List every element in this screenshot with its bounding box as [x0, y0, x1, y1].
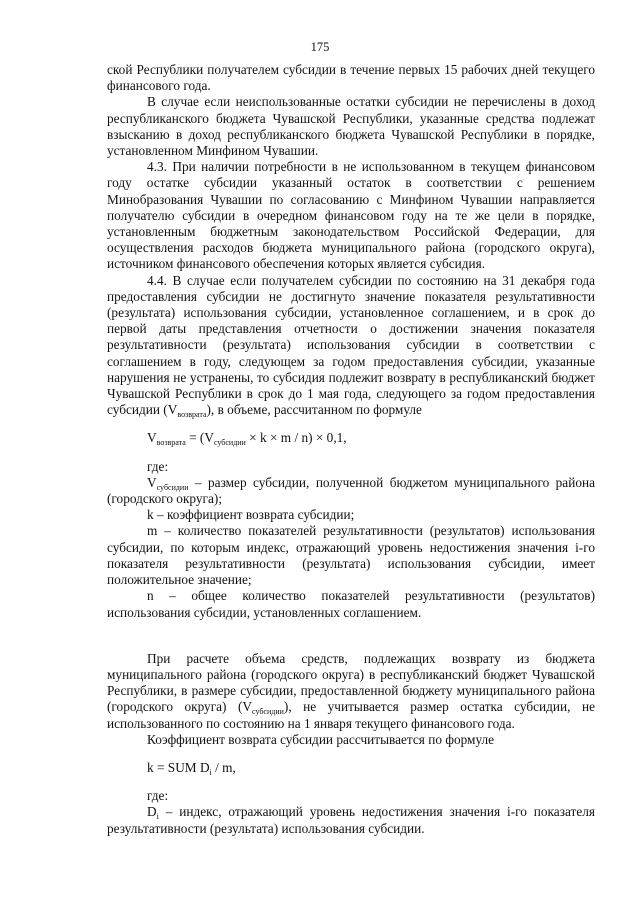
- definition-m: m – количество показателей результативности (результатов) использования субсидии, по которым индекс, отражающий уровень недостижения значения i-го показателя результативности (результата) использования субсидии, имеет положительное значение;: [107, 523, 595, 588]
- definition-n: n – общее количество показателей результативности (результатов) использования субсидии, установленных соглашением.: [107, 588, 595, 620]
- paragraph-continuation: ской Республики получателем субсидии в течение первых 15 рабочих дней текущего финансового года.: [107, 62, 595, 94]
- definition-di: $D_i$ – индекс, отражающий уровень недостижения значения i-го показателя результативности (результата) использования субсидии.: [107, 804, 595, 836]
- paragraph-coefficient: Коэффициент возврата субсидии рассчитывается по формуле: [147, 731, 495, 747]
- paragraph-4-4: 4.4. В случае если получателем субсидии по состоянию на 31 декабря года предоставления субсидии не достигнуто значение показателя результативности (результата) использования субсидии, установленное соглашением, и в срок до первой даты представления отчетности о достижении значения показателя результативности (результата) использования субсидии в соответствии с соглашением в году, следующем за годом предоставления субсидии, указанные нарушения не устранены, то субсидия подлежит возврату в республиканский бюджет Чувашской Республики в срок до 1 мая года, следующего за годом предоставления субсидии $(V_{возврата})$, в объеме, рассчитанном по формуле: [107, 272, 595, 420]
- paragraph-4-3: 4.3. При наличии потребности в не использованном в текущем финансовом году остатке субсидии указанный остаток в соответствии с решением Минобразования Чувашии по согласованию с Минфином Чувашии направляется получателю субсидии в очередном финансовом году на те же цели в порядке, установленным бюджетным законодательством Российской Федерации, для осуществления расходов бюджета муниципального района (городского округа), источником финансового обеспечения которых является субсидия.: [107, 159, 595, 272]
- where-label: где:: [147, 458, 169, 474]
- page-number: 175: [310, 40, 330, 54]
- formula-vozvrata: $V_{возврата} = (V_{субсидии} \times k \times m / n) \times 0,1$,: [147, 430, 347, 448]
- paragraph-calculation: При расчете объема средств, подлежащих возврату из бюджета муниципального района (городского округа) в республиканский бюджет Чувашской Республики, в размере субсидии, предоставленной бюджету муниципального района (городского округа) $(V_{субсидии})$, не учитывается размер остатка субсидии, не использованного по состоянию на 1 января текущего финансового года.: [107, 650, 595, 731]
- definition-k: k – коэффициент возврата субсидии;: [147, 507, 355, 523]
- definition-v-subsidii: $V_{субсидии}$ – размер субсидии, полученной бюджетом муниципального района (городского округа);: [107, 474, 595, 507]
- where-label-2: где:: [147, 788, 169, 804]
- body-text: [107, 62, 595, 837]
- formula-k: k = SUM $D_i$ / m,: [147, 759, 236, 777]
- paragraph: В случае если неиспользованные остатки субсидии не перечислены в доход республиканского бюджета Чувашской Республики, указанные средства подлежат взысканию в доход республиканского бюджета Чувашской Республики в порядке, установленном Минфином Чувашии.: [107, 94, 595, 159]
